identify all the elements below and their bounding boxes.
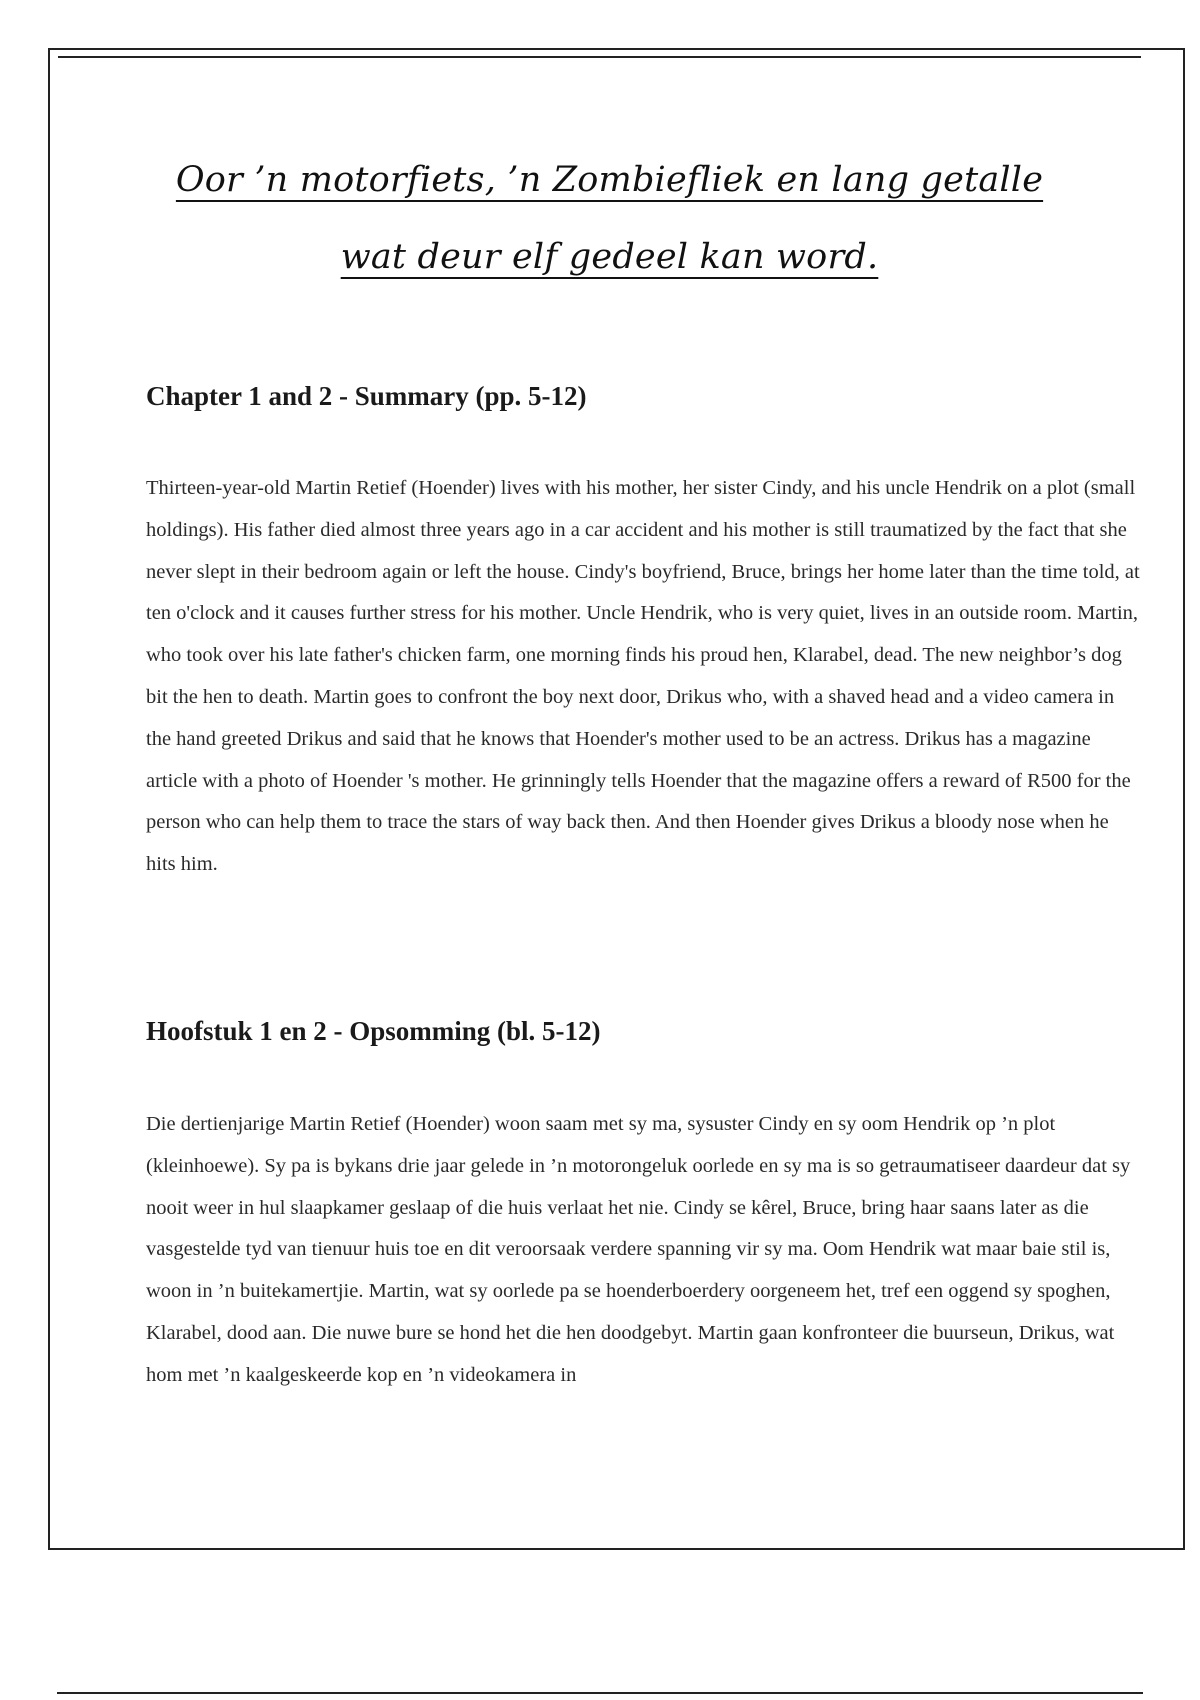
section-heading-afrikaans: Hoofstuk 1 en 2 - Opsomming (bl. 5-12): [146, 1016, 601, 1046]
page-border-frame: [48, 48, 1185, 1550]
section-body-afrikaans: Die dertienjarige Martin Retief (Hoender) woon saam met sy ma, sysuster Cindy en sy oom Hendrik op ’n plot (kleinhoewe). Sy pa is bykans drie jaar gelede in ’n motorongeluk oorlede en sy ma is so getraumatiseer daardeur dat sy nooit weer in hul slaapkamer geslaap of die huis verlaat het nie. Cindy se kêrel, Bruce, bring haar saans later as die vasgestelde tyd van tienuur huis toe en dit veroorsaak verdere spanning vir sy ma. Oom Hendrik wat maar baie stil is, woon in ’n buitekamertjie. Martin, wat sy oorlede pa se hoenderboerdery oorgeneem het, tref een oggend sy spoghen, Klarabel, dood aan. Die nuwe bure se hond het die hen doodgebyt. Martin gaan konfronteer die buurseun, Drikus, wat hom met ’n kaalgeskeerde kop en ’n videokamera in: [146, 1113, 1131, 1386]
section-body-english: Thirteen-year-old Martin Retief (Hoender) lives with his mother, her sister Cindy, and his uncle Hendrik on a plot (small holdings). His father died almost three years ago in a car accident and his mother is still traumatized by the fact that she never slept in their bedroom again or left the house. Cindy's boyfriend, Bruce, brings her home later than the time told, at ten o'clock and it causes further stress for his mother. Uncle Hendrik, who is very quiet, lives in an outside room. Martin, who took over his late father's chicken farm, one morning finds his proud hen, Klarabel, dead. The new neighbor’s dog bit the hen to death. Martin goes to confront the boy next door, Drikus who, with a shaved head and a video camera in the hand greeted Drikus and said that he knows that Hoender's mother used to be an actress. Drikus has a magazine article with a photo of Hoender 's mother. He grinningly tells Hoender that the magazine offers a reward of R500 for the person who can help them to trace the stars of way back then. And then Hoender gives Drikus a bloody nose when he hits him.: [146, 477, 1140, 876]
top-rule: [58, 56, 1141, 58]
bottom-rule: [57, 1692, 1143, 1694]
document-title: Oor ’n motorfiets, ’n Zombiefliek en lang getalle wat deur elf gedeel kan word.: [175, 160, 1044, 277]
section-heading-english: Chapter 1 and 2 - Summary (pp. 5-12): [146, 381, 587, 411]
